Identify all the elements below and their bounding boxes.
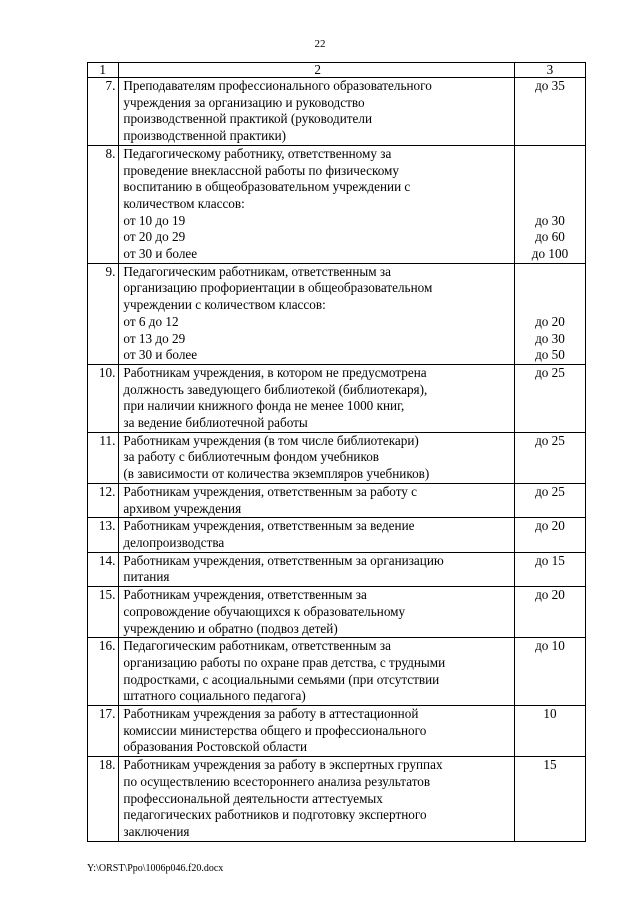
description-line: образования Ростовской области bbox=[123, 739, 307, 755]
description-line: Педагогическим работникам, ответственным за bbox=[123, 263, 391, 279]
row-description bbox=[119, 518, 515, 552]
value-line bbox=[517, 111, 583, 128]
description-line: (в зависимости от количества экземпляров учебников) bbox=[123, 466, 430, 482]
row-description bbox=[119, 638, 515, 706]
description-line: производственной практикой (руководители bbox=[123, 111, 373, 127]
description-line: проведение внеклассной работы по физическому bbox=[123, 162, 399, 178]
description-line: от 6 до 12 bbox=[123, 313, 179, 329]
row-number: 14. bbox=[88, 552, 119, 586]
table-header-row bbox=[88, 63, 586, 78]
description-line: заключения bbox=[123, 823, 190, 839]
description-line: подростками, с асоциальными семьями (при отсутствии bbox=[123, 671, 440, 687]
description-line: за работу с библиотечным фондом учебников bbox=[123, 449, 380, 465]
value-line bbox=[517, 95, 583, 112]
row-description bbox=[119, 587, 515, 638]
value-line bbox=[517, 569, 583, 586]
value-line: до 100 bbox=[531, 246, 569, 262]
row-value bbox=[514, 518, 585, 552]
description-line: от 10 до 19 bbox=[123, 212, 186, 228]
value-line: до 15 bbox=[535, 552, 565, 568]
row-description bbox=[119, 145, 515, 263]
value-line bbox=[517, 297, 583, 314]
table-row bbox=[88, 364, 586, 432]
value-line bbox=[517, 501, 583, 518]
description-line: Работникам учреждения за работу в аттестационной bbox=[123, 706, 419, 722]
description-line: Педагогическому работнику, ответственному за bbox=[123, 145, 392, 161]
value-line bbox=[517, 739, 583, 756]
description-line: профессиональной деятельности аттестуемых bbox=[123, 790, 383, 806]
row-description bbox=[119, 706, 515, 757]
value-line: до 50 bbox=[535, 347, 565, 363]
description-line: сопровождение обучающихся к образовательному bbox=[123, 603, 406, 619]
description-line: Работникам учреждения, ответственным за bbox=[123, 587, 367, 603]
header-col-2: 2 bbox=[119, 63, 515, 78]
row-value bbox=[514, 638, 585, 706]
description-line: Педагогическим работникам, ответственным за bbox=[123, 638, 391, 654]
value-line bbox=[517, 774, 583, 791]
table-row bbox=[88, 432, 586, 483]
row-value bbox=[514, 364, 585, 432]
description-line: производственной практики) bbox=[123, 128, 287, 144]
value-line bbox=[517, 672, 583, 689]
value-line: до 60 bbox=[535, 229, 565, 245]
row-number: 11. bbox=[88, 432, 119, 483]
row-number: 15. bbox=[88, 587, 119, 638]
value-line bbox=[517, 146, 583, 163]
row-value bbox=[514, 78, 585, 146]
description-line: должность заведующего библиотекой (библиотекаря), bbox=[123, 381, 428, 397]
table-row bbox=[88, 263, 586, 364]
description-line: Работникам учреждения (в том числе библиотекари) bbox=[123, 432, 419, 448]
description-line: Работникам учреждения, в котором не предусмотрена bbox=[123, 364, 427, 380]
value-line bbox=[517, 535, 583, 552]
value-line: до 25 bbox=[535, 432, 565, 448]
row-value bbox=[514, 587, 585, 638]
value-line: до 30 bbox=[535, 330, 565, 346]
value-line bbox=[517, 791, 583, 808]
value-line bbox=[517, 398, 583, 415]
description-line: Преподавателям профессионального образовательного bbox=[123, 78, 432, 93]
value-line: до 25 bbox=[535, 483, 565, 499]
description-line: от 13 до 29 bbox=[123, 330, 186, 346]
value-line bbox=[517, 449, 583, 466]
row-description bbox=[119, 552, 515, 586]
table-row bbox=[88, 518, 586, 552]
header-col-3: 3 bbox=[514, 63, 585, 78]
value-line: до 30 bbox=[535, 212, 565, 228]
description-line: учреждении с количеством классов: bbox=[123, 297, 326, 313]
row-value bbox=[514, 432, 585, 483]
description-line: воспитанию в общеобразовательном учреждении с bbox=[123, 179, 411, 195]
value-line bbox=[517, 723, 583, 740]
row-description bbox=[119, 78, 515, 146]
value-line bbox=[517, 382, 583, 399]
description-line: делопроизводства bbox=[123, 534, 225, 550]
value-line: до 10 bbox=[535, 638, 565, 654]
value-line bbox=[517, 604, 583, 621]
value-line bbox=[517, 688, 583, 705]
row-description bbox=[119, 263, 515, 364]
value-line bbox=[517, 196, 583, 213]
description-line: учреждению и обратно (подвоз детей) bbox=[123, 620, 338, 636]
description-line: за ведение библиотечной работы bbox=[123, 415, 308, 431]
row-description bbox=[119, 483, 515, 517]
row-description bbox=[119, 757, 515, 842]
row-description bbox=[119, 364, 515, 432]
value-line: до 20 bbox=[535, 518, 565, 534]
allowances-table bbox=[87, 62, 586, 842]
value-line bbox=[517, 824, 583, 841]
value-line bbox=[517, 179, 583, 196]
table-row bbox=[88, 706, 586, 757]
page-number: 22 bbox=[314, 38, 326, 50]
row-value bbox=[514, 483, 585, 517]
row-number: 18. bbox=[88, 757, 119, 842]
value-line bbox=[517, 264, 583, 281]
value-line: 10 bbox=[543, 706, 557, 722]
table-row bbox=[88, 483, 586, 517]
description-line: комиссии министерства общего и профессионального bbox=[123, 722, 427, 738]
table-row bbox=[88, 638, 586, 706]
description-line: питания bbox=[123, 569, 170, 585]
row-number: 8. bbox=[88, 145, 119, 263]
row-number: 12. bbox=[88, 483, 119, 517]
description-line: штатного социального педагога) bbox=[123, 688, 306, 704]
value-line: до 20 bbox=[535, 587, 565, 603]
description-line: Работникам учреждения за работу в экспертных группах bbox=[123, 757, 443, 773]
row-value bbox=[514, 263, 585, 364]
description-line: учреждения за организацию и руководство bbox=[123, 94, 365, 110]
table-row bbox=[88, 757, 586, 842]
value-line bbox=[517, 807, 583, 824]
description-line: организацию работы по охране прав детства, с трудными bbox=[123, 654, 446, 670]
description-line: Работникам учреждения, ответственным за организацию bbox=[123, 552, 444, 568]
description-line: по осуществлению всестороннего анализа результатов bbox=[123, 773, 431, 789]
row-value bbox=[514, 552, 585, 586]
description-line: от 30 и более bbox=[123, 246, 198, 262]
value-line bbox=[517, 466, 583, 483]
table-row bbox=[88, 552, 586, 586]
row-value bbox=[514, 706, 585, 757]
description-line: при наличии книжного фонда не менее 1000 книг, bbox=[123, 398, 405, 414]
row-number: 16. bbox=[88, 638, 119, 706]
file-path-footer: Y:\ORST\Ppo\1006p046.f20.docx bbox=[87, 863, 224, 874]
row-number: 7. bbox=[88, 78, 119, 146]
value-line bbox=[517, 655, 583, 672]
description-line: педагогических работников и подготовку экспертного bbox=[123, 807, 427, 823]
row-number: 9. bbox=[88, 263, 119, 364]
row-number: 10. bbox=[88, 364, 119, 432]
description-line: количеством классов: bbox=[123, 195, 245, 211]
value-line bbox=[517, 163, 583, 180]
row-value bbox=[514, 145, 585, 263]
row-number: 17. bbox=[88, 706, 119, 757]
description-line: организацию профориентации в общеобразовательном bbox=[123, 280, 433, 296]
value-line bbox=[517, 280, 583, 297]
value-line: до 20 bbox=[535, 313, 565, 329]
description-line: от 20 до 29 bbox=[123, 229, 186, 245]
table-row bbox=[88, 587, 586, 638]
row-value bbox=[514, 757, 585, 842]
description-line: от 30 и более bbox=[123, 347, 198, 363]
row-number: 13. bbox=[88, 518, 119, 552]
description-line: архивом учреждения bbox=[123, 500, 242, 516]
value-line bbox=[517, 128, 583, 145]
description-line: Работникам учреждения, ответственным за работу с bbox=[123, 483, 418, 499]
value-line bbox=[517, 415, 583, 432]
value-line: до 25 bbox=[535, 364, 565, 380]
value-line bbox=[517, 621, 583, 638]
row-description bbox=[119, 432, 515, 483]
value-line: 15 bbox=[543, 757, 557, 773]
table-row bbox=[88, 78, 586, 146]
table-row bbox=[88, 145, 586, 263]
description-line: Работникам учреждения, ответственным за ведение bbox=[123, 518, 415, 534]
value-line: до 35 bbox=[535, 78, 565, 93]
header-col-1: 1 bbox=[88, 63, 119, 78]
